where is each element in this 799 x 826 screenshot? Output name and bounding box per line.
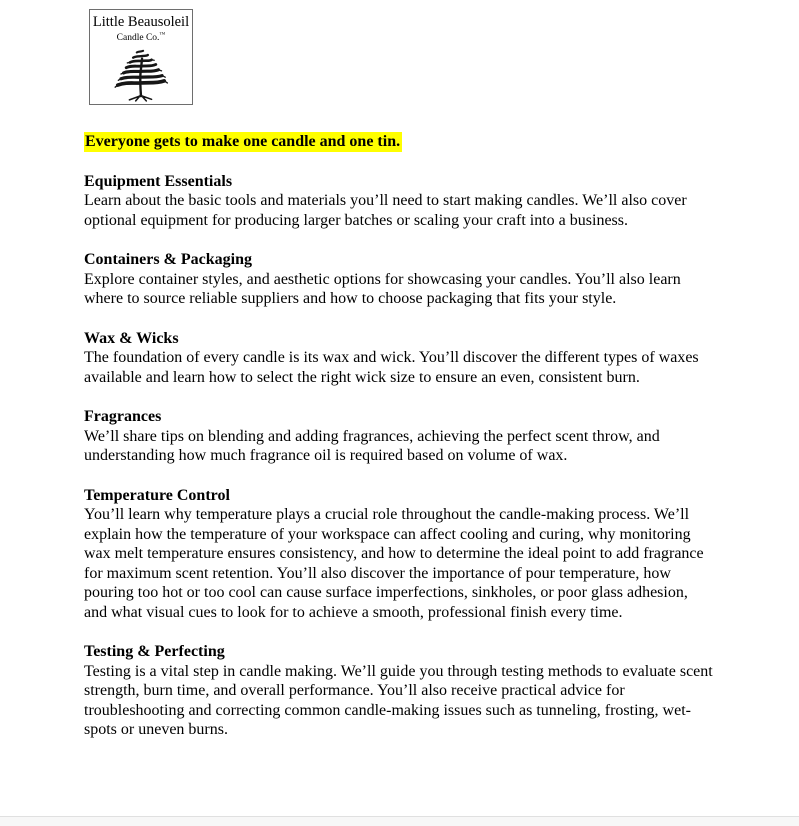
section-fragrances (84, 407, 714, 466)
company-logo (89, 9, 193, 105)
section-wax-wicks (84, 329, 714, 388)
section-heading: Fragrances (84, 408, 162, 425)
section-heading: Testing & Perfecting (84, 643, 225, 660)
section-body: We’ll share tips on blending and adding fragrances, achieving the perfect scent throw, and understanding how much fragrance oil is required based on volume of wax. (84, 427, 660, 464)
section-containers-packaging (84, 250, 714, 309)
section-equipment-essentials (84, 172, 714, 231)
highlighted-note (84, 132, 714, 152)
logo-subtitle: Candle Co.™ (116, 32, 166, 44)
section-body: You’ll learn why temperature plays a crucial role throughout the candle-making process. We’ll explain how the temperature of your workspace can affect cooling and curing, why monitoring wax melt temperature ensures consistency, and how to determine the ideal point to add fragrance for maximum scent retention. You’ll also discover the importance of pour temperature, how pouring too hot or too cool can cause surface imperfections, sinkholes, or poor glass adhesion, and what visual cues to look for to achieve a smooth, professional finish every time. (84, 506, 704, 621)
section-heading: Temperature Control (84, 486, 230, 504)
section-testing-perfecting (84, 642, 714, 740)
logo-company-name: Little Beausoleil (92, 14, 190, 30)
section-body: Learn about the basic tools and materials you’ll need to start making candles. We’ll also cover optional equipment for producing larger batches or scaling your craft into a business. (84, 192, 687, 229)
section-heading: Wax & Wicks (84, 329, 179, 347)
page-bottom-edge (0, 816, 799, 826)
section-body: Explore container styles, and aesthetic options for showcasing your candles. You’ll also learn where to source reliable suppliers and how to choose packaging that fits your style. (84, 270, 681, 307)
section-temperature-control (84, 486, 714, 623)
pine-tree-icon (108, 45, 174, 103)
section-body: Testing is a vital step in candle making. We’ll guide you through testing methods to evaluate scent strength, burn time, and overall performance. You’ll also receive practical advice for troubleshooting and correcting common candle-making issues such as tunneling, frosting, wet-spots or uneven burns. (84, 662, 713, 738)
section-body: The foundation of every candle is its wax and wick. You’ll discover the different types of waxes available and learn how to select the right wick size to ensure an even, consistent burn. (84, 349, 699, 386)
trademark-symbol: ™ (159, 32, 166, 38)
section-heading: Equipment Essentials (84, 172, 233, 190)
document-body (84, 132, 714, 740)
highlighted-text: Everyone gets to make one candle and one tin. (85, 133, 401, 150)
section-heading: Containers & Packaging (84, 251, 252, 268)
